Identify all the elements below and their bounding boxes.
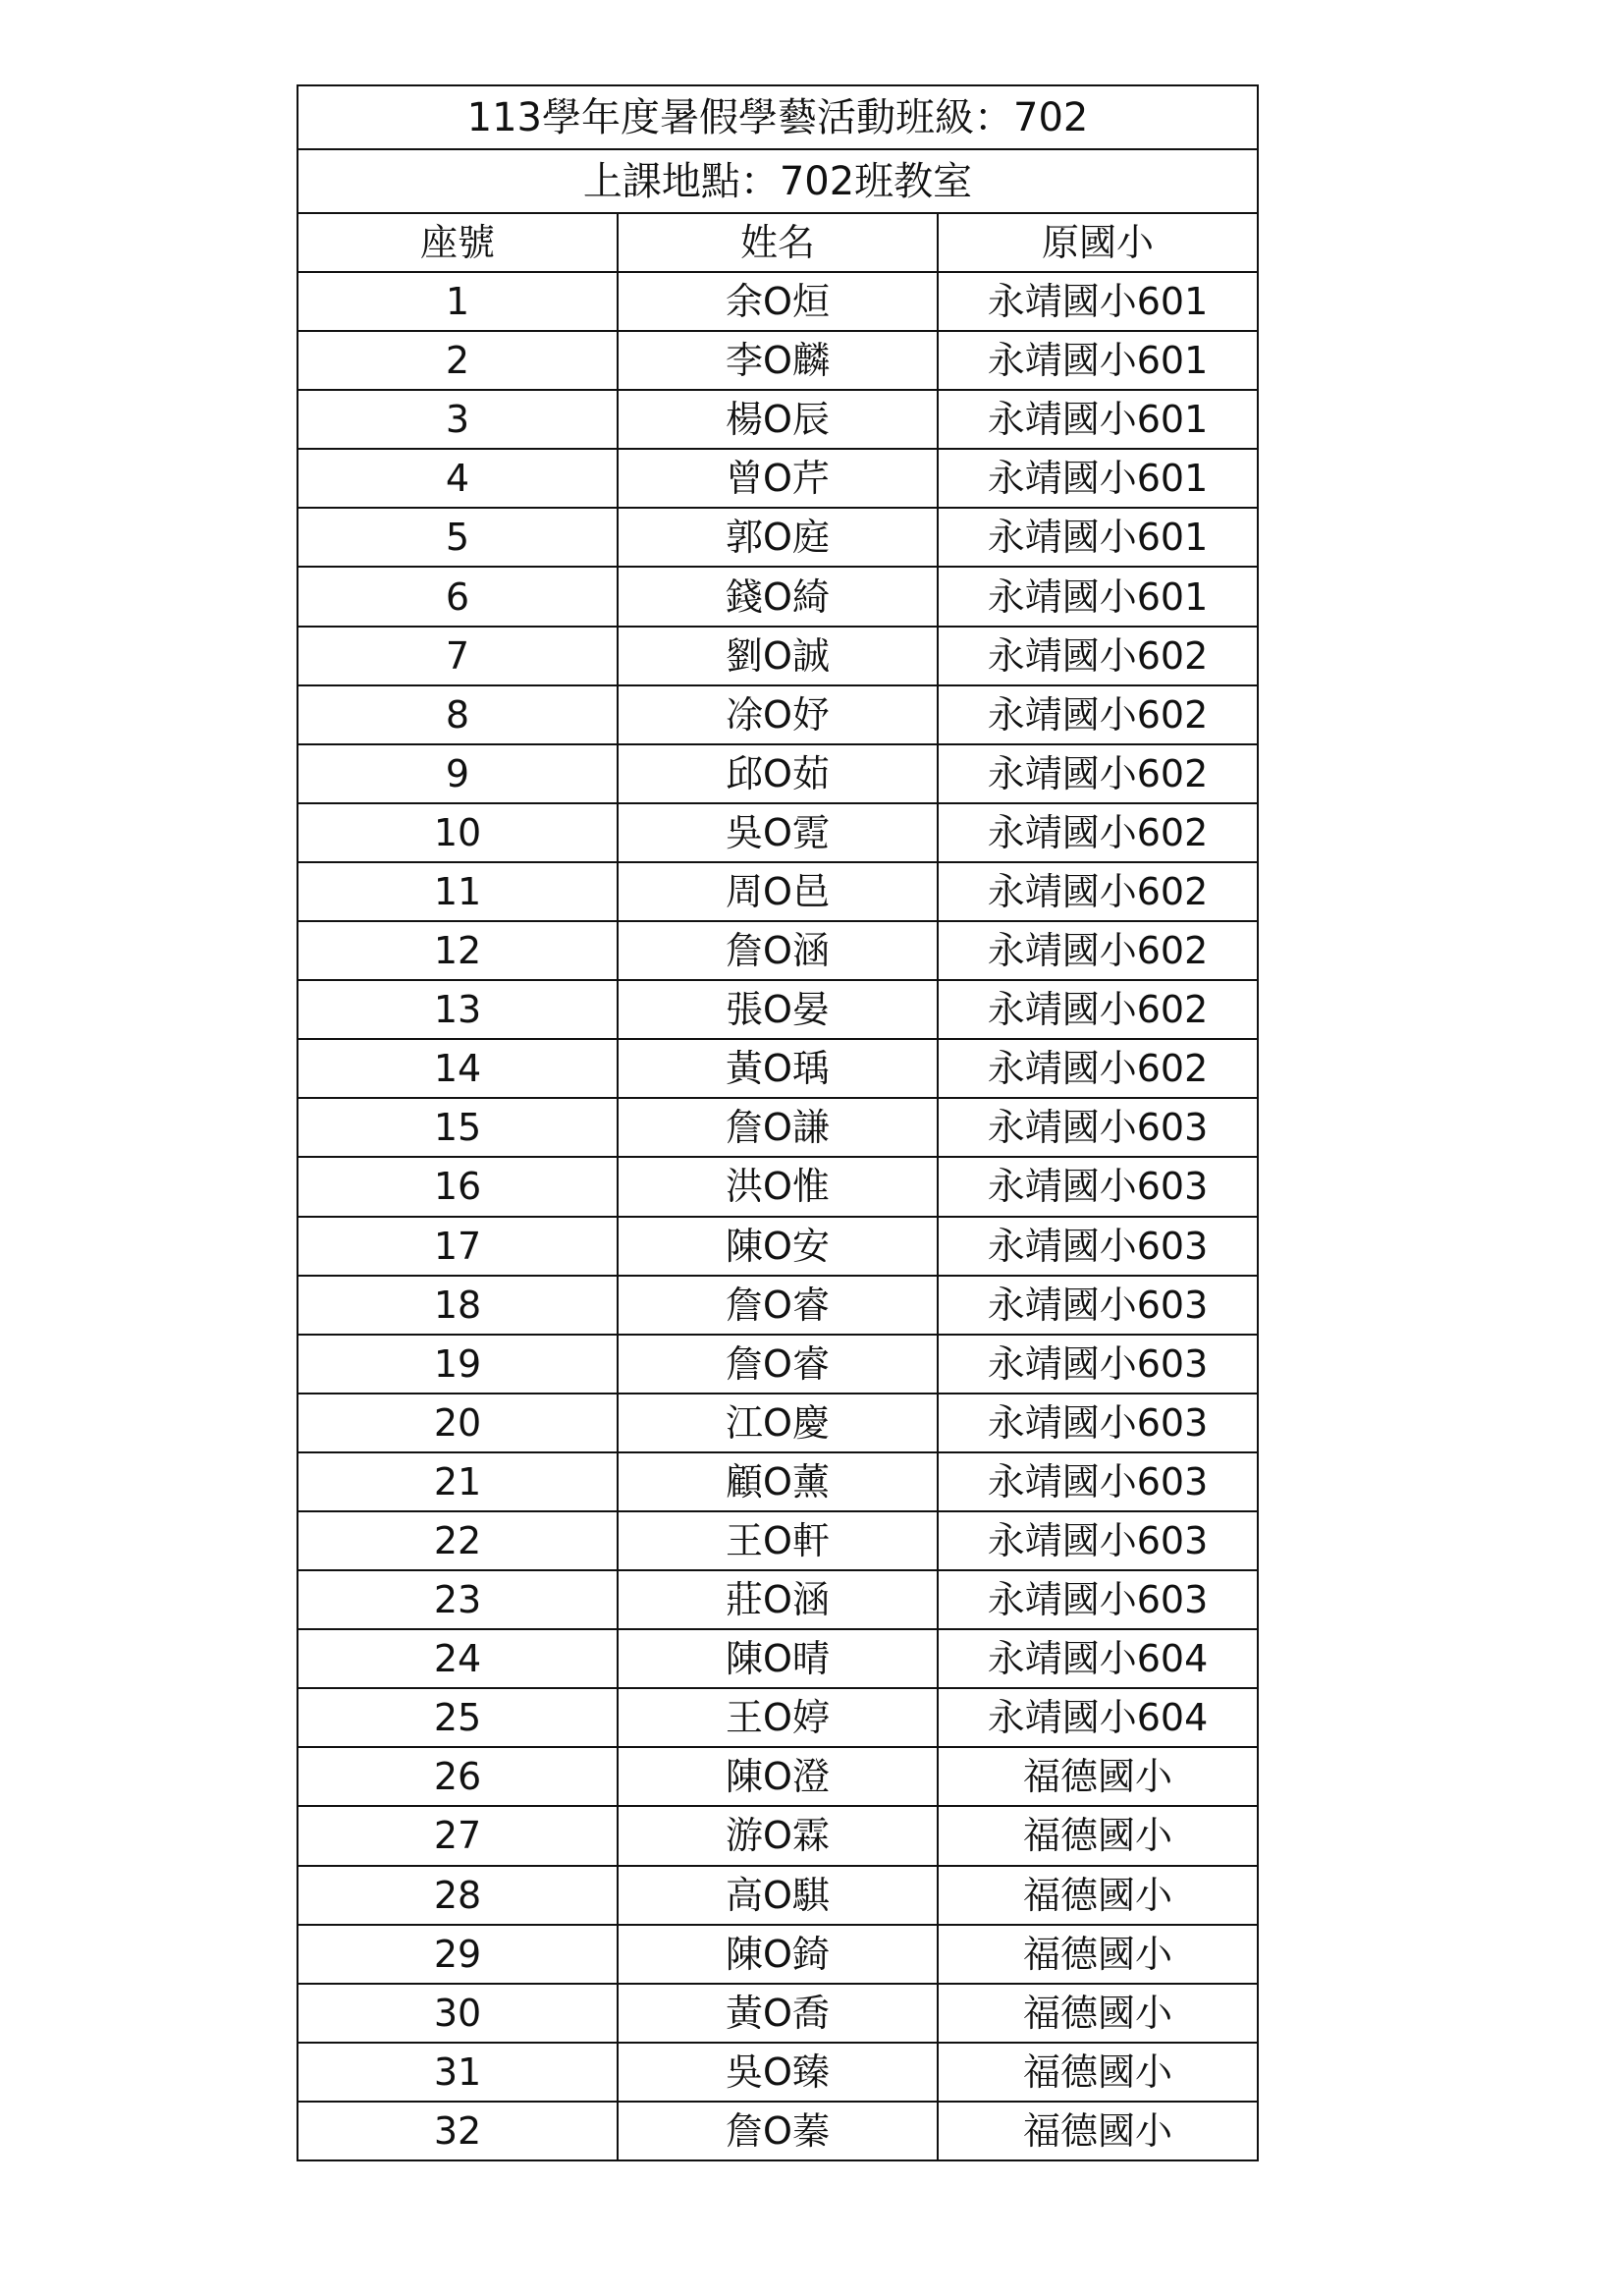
- origin-school-cell: 永靖國小602: [938, 980, 1258, 1039]
- header-row: [298, 213, 1258, 272]
- origin-school-cell: 福德國小: [938, 2043, 1258, 2102]
- student-name-cell: 錢O綺: [618, 567, 938, 626]
- student-name-cell: 游O霖: [618, 1806, 938, 1865]
- location-row: [298, 149, 1258, 213]
- seat-number-cell: 30: [298, 1984, 618, 2043]
- seat-number-cell: 7: [298, 627, 618, 685]
- table-row: [298, 685, 1258, 744]
- origin-school-cell: 福德國小: [938, 1806, 1258, 1865]
- student-name-cell: 曾O芹: [618, 449, 938, 508]
- seat-number-cell: 21: [298, 1452, 618, 1511]
- origin-school-cell: 福德國小: [938, 2102, 1258, 2160]
- origin-school-cell: 永靖國小601: [938, 272, 1258, 331]
- origin-school-cell: 福德國小: [938, 1747, 1258, 1806]
- table-row: [298, 921, 1258, 980]
- table-row: [298, 390, 1258, 449]
- seat-number-cell: 31: [298, 2043, 618, 2102]
- origin-school-cell: 永靖國小603: [938, 1394, 1258, 1452]
- table-row: [298, 1747, 1258, 1806]
- origin-school-cell: 永靖國小603: [938, 1452, 1258, 1511]
- student-name-cell: 楊O辰: [618, 390, 938, 449]
- seat-number-cell: 19: [298, 1335, 618, 1394]
- student-name-cell: 江O慶: [618, 1394, 938, 1452]
- seat-number-cell: 16: [298, 1157, 618, 1216]
- origin-school-cell: 福德國小: [938, 1866, 1258, 1925]
- table-row: [298, 980, 1258, 1039]
- student-name-cell: 劉O誠: [618, 627, 938, 685]
- student-name-cell: 凃O妤: [618, 685, 938, 744]
- student-name-cell: 莊O涵: [618, 1570, 938, 1629]
- origin-school-cell: 永靖國小601: [938, 567, 1258, 626]
- seat-number-cell: 4: [298, 449, 618, 508]
- table-row: [298, 2043, 1258, 2102]
- table-row: [298, 1039, 1258, 1098]
- origin-school-cell: 永靖國小601: [938, 331, 1258, 390]
- table-row: [298, 1866, 1258, 1925]
- table-row: [298, 1157, 1258, 1216]
- origin-school-cell: 永靖國小602: [938, 803, 1258, 862]
- seat-number-cell: 13: [298, 980, 618, 1039]
- student-name-cell: 王O軒: [618, 1511, 938, 1570]
- class-location: 上課地點：702班教室: [298, 149, 1258, 213]
- seat-number-cell: 17: [298, 1217, 618, 1276]
- table-row: [298, 1806, 1258, 1865]
- origin-school-cell: 永靖國小602: [938, 862, 1258, 921]
- origin-school-cell: 永靖國小603: [938, 1157, 1258, 1216]
- header-school: 原國小: [938, 213, 1258, 272]
- origin-school-cell: 永靖國小603: [938, 1217, 1258, 1276]
- origin-school-cell: 永靖國小602: [938, 627, 1258, 685]
- roster-body: [298, 85, 1258, 2160]
- seat-number-cell: 25: [298, 1688, 618, 1747]
- origin-school-cell: 永靖國小603: [938, 1098, 1258, 1157]
- seat-number-cell: 32: [298, 2102, 618, 2160]
- origin-school-cell: 永靖國小604: [938, 1688, 1258, 1747]
- table-row: [298, 449, 1258, 508]
- origin-school-cell: 永靖國小602: [938, 685, 1258, 744]
- origin-school-cell: 福德國小: [938, 1925, 1258, 1984]
- table-row: [298, 1511, 1258, 1570]
- student-name-cell: 陳O晴: [618, 1629, 938, 1688]
- table-row: [298, 1629, 1258, 1688]
- table-row: [298, 1276, 1258, 1335]
- student-name-cell: 詹O蓁: [618, 2102, 938, 2160]
- seat-number-cell: 14: [298, 1039, 618, 1098]
- origin-school-cell: 永靖國小601: [938, 390, 1258, 449]
- table-row: [298, 1217, 1258, 1276]
- table-row: [298, 2102, 1258, 2160]
- table-row: [298, 272, 1258, 331]
- table-row: [298, 1098, 1258, 1157]
- student-name-cell: 陳O錡: [618, 1925, 938, 1984]
- student-name-cell: 詹O睿: [618, 1276, 938, 1335]
- seat-number-cell: 1: [298, 272, 618, 331]
- table-row: [298, 862, 1258, 921]
- student-name-cell: 邱O茹: [618, 744, 938, 803]
- seat-number-cell: 15: [298, 1098, 618, 1157]
- student-name-cell: 張O晏: [618, 980, 938, 1039]
- seat-number-cell: 24: [298, 1629, 618, 1688]
- seat-number-cell: 8: [298, 685, 618, 744]
- student-name-cell: 周O邑: [618, 862, 938, 921]
- table-row: [298, 1925, 1258, 1984]
- seat-number-cell: 28: [298, 1866, 618, 1925]
- student-name-cell: 吳O臻: [618, 2043, 938, 2102]
- student-name-cell: 吳O霓: [618, 803, 938, 862]
- seat-number-cell: 23: [298, 1570, 618, 1629]
- table-row: [298, 1452, 1258, 1511]
- table-row: [298, 1984, 1258, 2043]
- student-name-cell: 洪O惟: [618, 1157, 938, 1216]
- seat-number-cell: 12: [298, 921, 618, 980]
- header-name: 姓名: [618, 213, 938, 272]
- origin-school-cell: 永靖國小602: [938, 744, 1258, 803]
- student-name-cell: 顧O薰: [618, 1452, 938, 1511]
- table-row: [298, 1570, 1258, 1629]
- student-name-cell: 詹O涵: [618, 921, 938, 980]
- seat-number-cell: 9: [298, 744, 618, 803]
- seat-number-cell: 5: [298, 508, 618, 567]
- origin-school-cell: 永靖國小603: [938, 1570, 1258, 1629]
- student-name-cell: 李O麟: [618, 331, 938, 390]
- student-name-cell: 陳O安: [618, 1217, 938, 1276]
- table-row: [298, 1335, 1258, 1394]
- origin-school-cell: 永靖國小603: [938, 1511, 1258, 1570]
- table-row: [298, 1394, 1258, 1452]
- student-name-cell: 郭O庭: [618, 508, 938, 567]
- title-row: [298, 85, 1258, 149]
- table-row: [298, 567, 1258, 626]
- student-name-cell: 王O婷: [618, 1688, 938, 1747]
- student-name-cell: 余O烜: [618, 272, 938, 331]
- origin-school-cell: 永靖國小602: [938, 921, 1258, 980]
- header-seat: 座號: [298, 213, 618, 272]
- table-row: [298, 803, 1258, 862]
- student-name-cell: 陳O澄: [618, 1747, 938, 1806]
- table-row: [298, 508, 1258, 567]
- student-name-cell: 詹O謙: [618, 1098, 938, 1157]
- origin-school-cell: 永靖國小604: [938, 1629, 1258, 1688]
- student-name-cell: 高O騏: [618, 1866, 938, 1925]
- table-row: [298, 331, 1258, 390]
- seat-number-cell: 20: [298, 1394, 618, 1452]
- origin-school-cell: 永靖國小601: [938, 449, 1258, 508]
- seat-number-cell: 10: [298, 803, 618, 862]
- origin-school-cell: 永靖國小603: [938, 1276, 1258, 1335]
- origin-school-cell: 福德國小: [938, 1984, 1258, 2043]
- origin-school-cell: 永靖國小603: [938, 1335, 1258, 1394]
- table-title: 113學年度暑假學藝活動班級：702: [298, 85, 1258, 149]
- seat-number-cell: 2: [298, 331, 618, 390]
- seat-number-cell: 27: [298, 1806, 618, 1865]
- seat-number-cell: 26: [298, 1747, 618, 1806]
- seat-number-cell: 22: [298, 1511, 618, 1570]
- seat-number-cell: 6: [298, 567, 618, 626]
- student-name-cell: 詹O睿: [618, 1335, 938, 1394]
- seat-number-cell: 3: [298, 390, 618, 449]
- class-roster-table: [297, 84, 1259, 2161]
- table-row: [298, 1688, 1258, 1747]
- table-row: [298, 627, 1258, 685]
- origin-school-cell: 永靖國小601: [938, 508, 1258, 567]
- table-row: [298, 744, 1258, 803]
- student-name-cell: 黃O瑀: [618, 1039, 938, 1098]
- seat-number-cell: 18: [298, 1276, 618, 1335]
- seat-number-cell: 11: [298, 862, 618, 921]
- origin-school-cell: 永靖國小602: [938, 1039, 1258, 1098]
- seat-number-cell: 29: [298, 1925, 618, 1984]
- student-name-cell: 黃O喬: [618, 1984, 938, 2043]
